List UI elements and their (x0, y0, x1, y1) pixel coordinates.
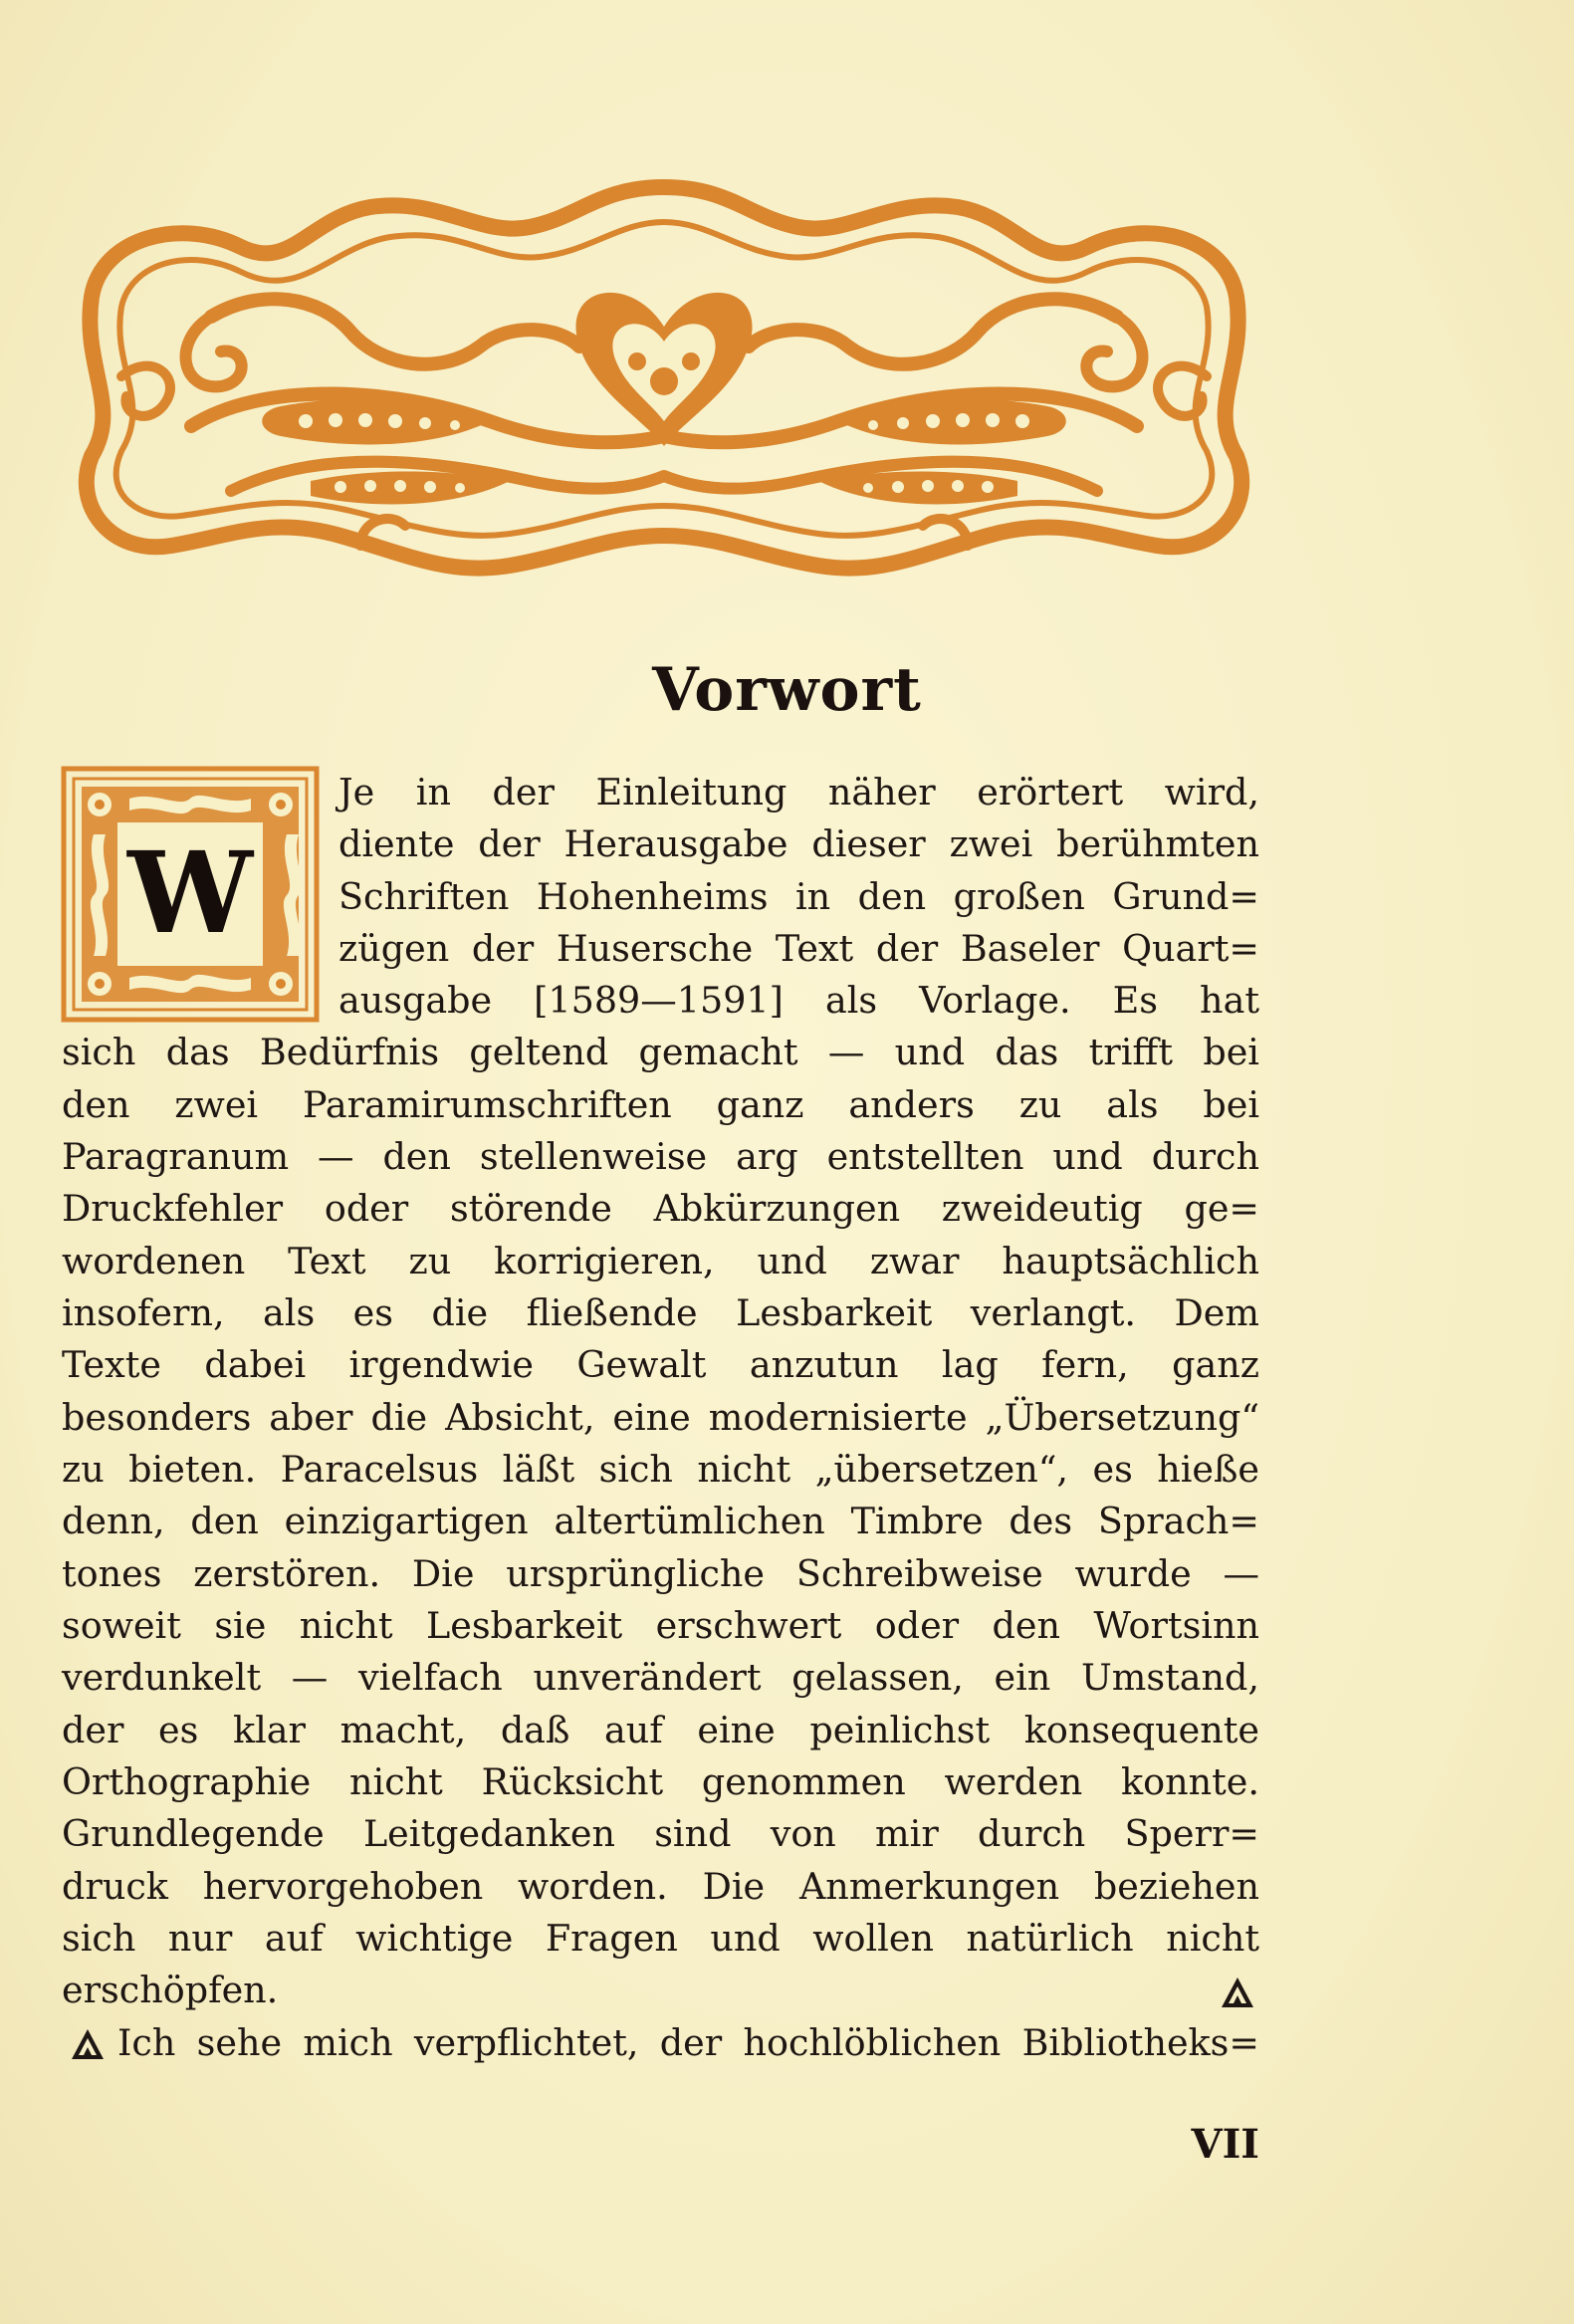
paragraph-ornament-icon (1220, 1974, 1255, 2009)
text-line: den zwei Paramirumschriften ganz anders zu als bei (62, 1083, 1259, 1126)
text-line: druck hervorgehoben worden. Die Anmerkungen beziehen (62, 1865, 1259, 1908)
text-line: Je in der Einleitung näher erörtert wird, (338, 771, 1259, 813)
text-line: Texte dabei irgendwie Gewalt anzutun lag fern, ganz (62, 1343, 1259, 1386)
page-number: VII (1191, 2121, 1259, 2168)
text-line: zu bieten. Paracelsus läßt sich nicht „übersetzen“, es hieße (62, 1448, 1259, 1491)
text-line: erschöpfen. (62, 1969, 279, 2011)
ornamental-initial-frame-icon (60, 765, 321, 1024)
text-line: Ich sehe mich verpflichtet, der hochlöblichen Bibliotheks= (117, 2021, 1259, 2064)
scroll-vine-ornament-icon (62, 177, 1266, 585)
text-line: verdunkelt — vielfach unverändert gelassen, ein Umstand, (62, 1656, 1259, 1699)
text-line: Paragranum — den stellenweise arg entstellten und durch (62, 1135, 1259, 1178)
text-line: insofern, als es die fließende Lesbarkeit verlangt. Dem (62, 1291, 1259, 1334)
text-line: Druckfehler oder störende Abkürzungen zweideutig ge= (62, 1187, 1259, 1230)
text-line: Orthographie nicht Rücksicht genommen werden konnte. (62, 1760, 1259, 1803)
text-line: soweit sie nicht Lesbarkeit erschwert oder den Wortsinn (62, 1604, 1259, 1647)
text-line: denn, den einzigartigen altertümlichen Timbre des Sprach= (62, 1500, 1259, 1542)
text-line: sich das Bedürfnis geltend gemacht — und das trifft bei (62, 1031, 1259, 1073)
text-line: tones zerstören. Die ursprüngliche Schreibweise wurde — (62, 1552, 1259, 1595)
page-title: Vorwort (652, 655, 922, 725)
paragraph-ornament-icon (70, 2025, 106, 2061)
text-line: Schriften Hohenheims in den großen Grund= (338, 875, 1259, 918)
text-line: diente der Herausgabe dieser zwei berühmten (338, 822, 1259, 865)
text-line: wordenen Text zu korrigieren, und zwar hauptsächlich (62, 1240, 1259, 1282)
text-line: ausgabe [1589—1591] als Vorlage. Es hat (338, 979, 1259, 1022)
text-line: Grundlegende Leitgedanken sind von mir durch Sperr= (62, 1812, 1259, 1855)
text-line: zügen der Husersche Text der Baseler Quart= (338, 927, 1259, 970)
text-line: besonders aber die Absicht, eine modernisierte „Übersetzung“ (62, 1396, 1259, 1439)
text-line: der es klar macht, daß auf eine peinlichst konsequente (62, 1709, 1259, 1751)
text-line: sich nur auf wichtige Fragen und wollen natürlich nicht (62, 1917, 1259, 1960)
drop-cap-letter: W (127, 828, 253, 959)
